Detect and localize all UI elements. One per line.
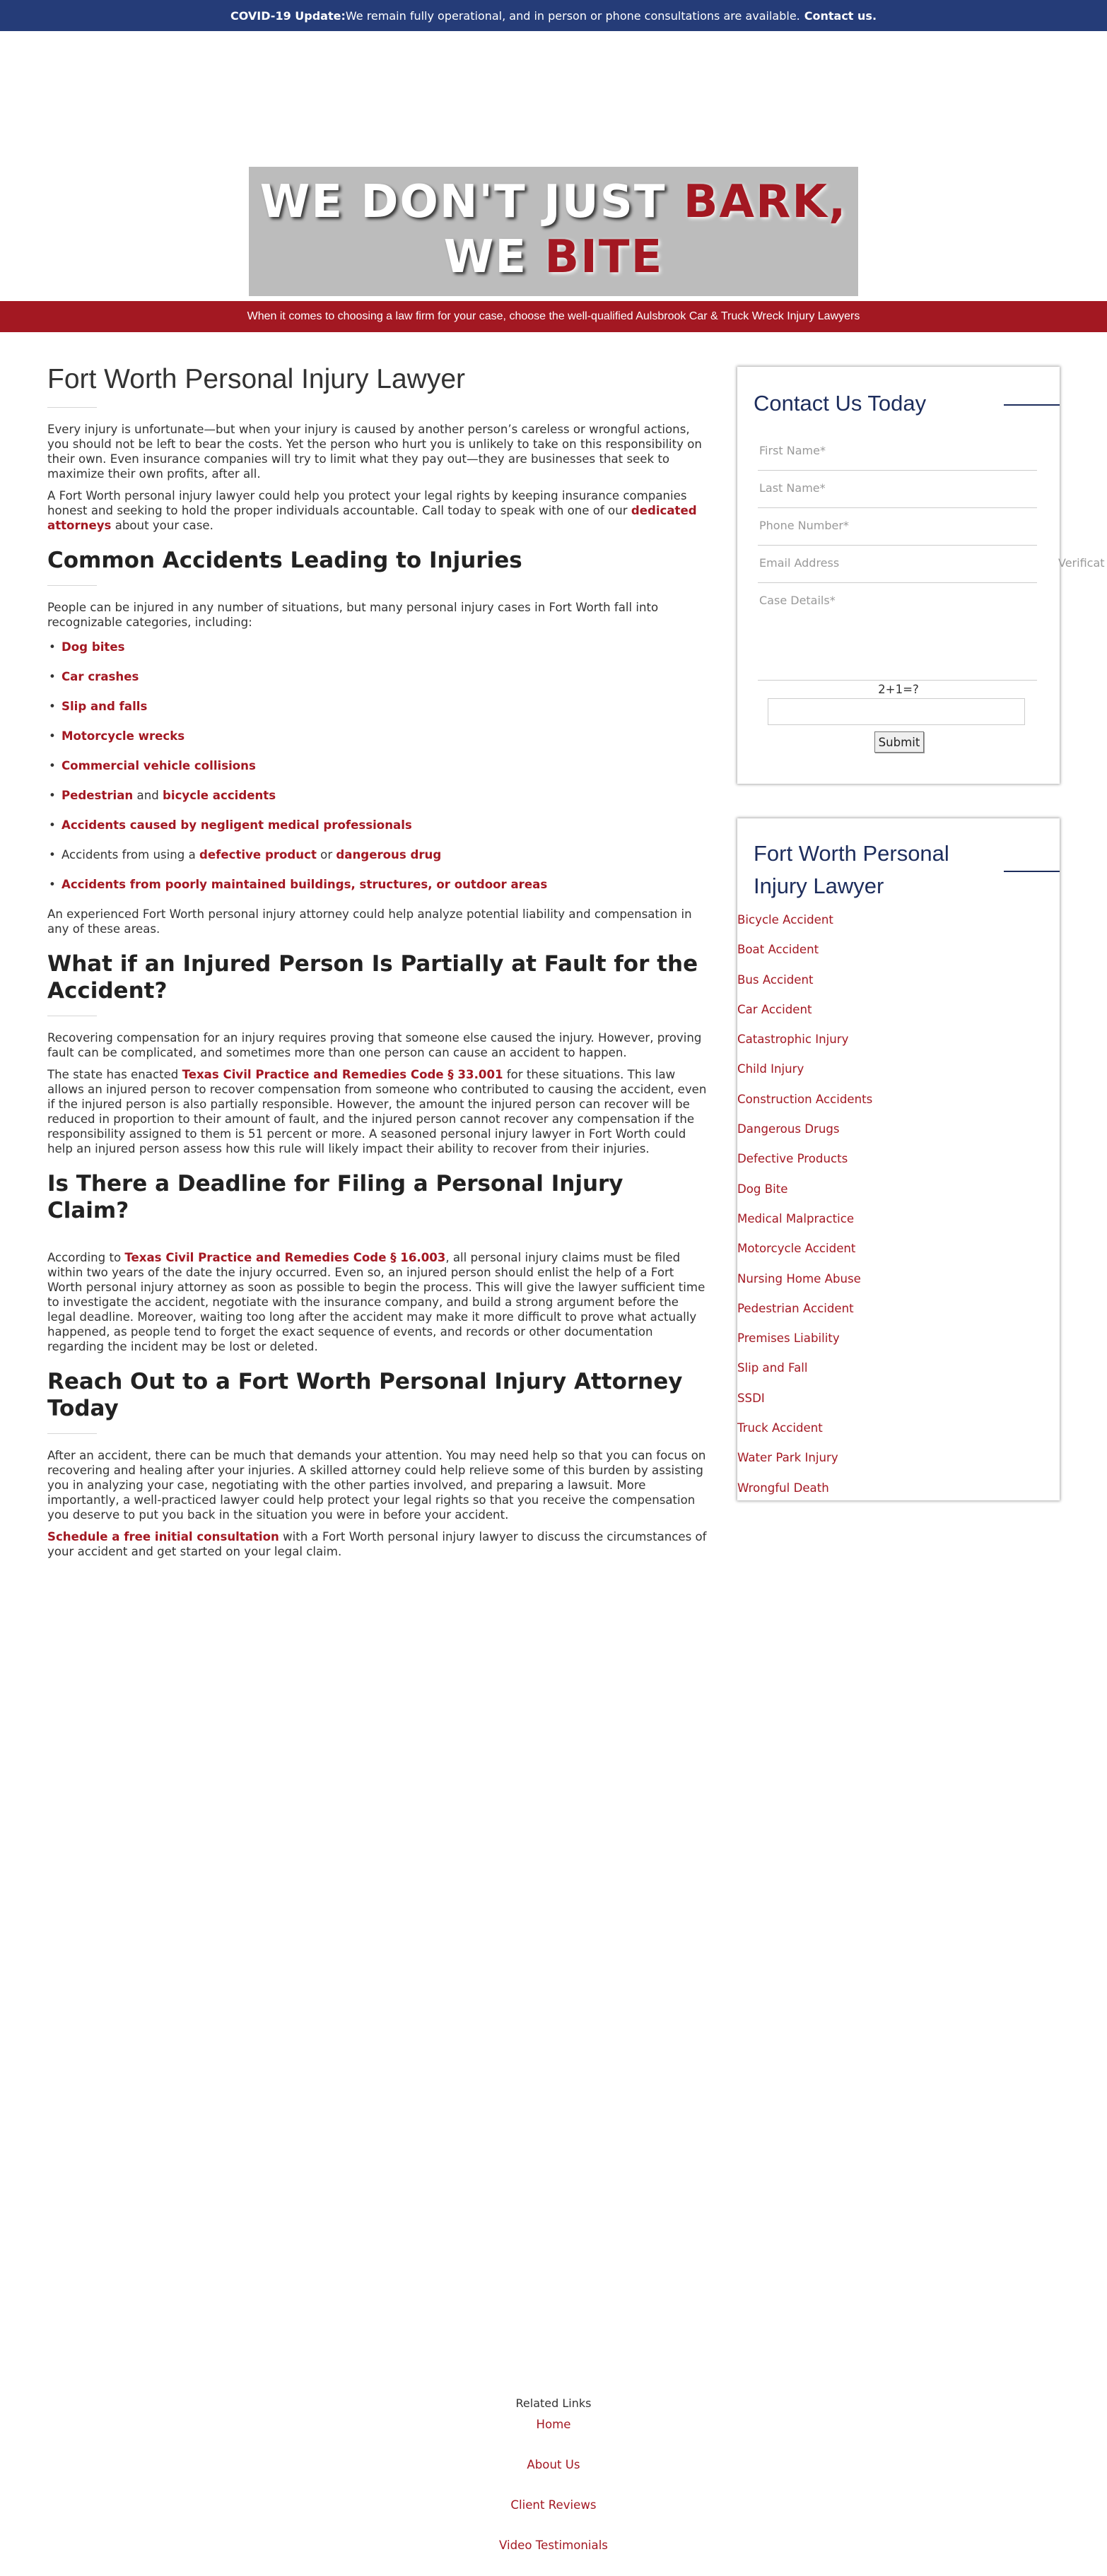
practice-link-slip-and-fall[interactable]: Slip and Fall <box>737 1361 808 1375</box>
section-divider <box>47 585 97 586</box>
submit-button[interactable]: Submit <box>874 731 924 753</box>
free-consultation-link[interactable]: Schedule a free initial consultation <box>47 1530 279 1543</box>
bicycle-accidents-link[interactable]: bicycle accidents <box>163 789 276 802</box>
list-item <box>0 2457 1107 2498</box>
list-item <box>737 1331 872 1360</box>
practice-link-bus-accident[interactable]: Bus Accident <box>737 972 814 987</box>
practice-areas-list <box>737 912 872 1500</box>
email-field[interactable]: Email Address <box>758 546 1037 583</box>
reach2-text: with a Fort Worth personal injury lawyer to discuss the circumstances of your accident and get started on your legal claim. <box>47 1530 707 1558</box>
practice-link-dangerous-drugs[interactable]: Dangerous Drugs <box>737 1122 840 1136</box>
practice-link-bicycle-accident[interactable]: Bicycle Accident <box>737 913 833 927</box>
list-item <box>47 788 708 803</box>
last-name-field[interactable]: Last Name* <box>758 471 1037 508</box>
list-item <box>47 669 708 684</box>
reach-paragraph-1: After an accident, there can be much that demands your attention. You may need help so that you can focus on recovering and healing after your injuries. A skilled attorney could help relieve some of this burden by assisting you in analyzing your case, negotiating with the other parties involved, and preparing a lawsuit. More importantly, a well-practiced lawyer could help protect your legal rights so that you receive the compensation you deserve to put you back in the situation you were in before your accident. <box>47 1449 706 1522</box>
practice-link-catastrophic-injury[interactable]: Catastrophic Injury <box>737 1033 849 1047</box>
hero-line-2 <box>249 232 858 283</box>
deadline-paragraph <box>47 1250 708 1354</box>
hero-text-red-2: BITE <box>544 231 664 283</box>
practice-link-boat-accident[interactable]: Boat Accident <box>737 943 819 957</box>
footer-related-links <box>0 2396 1107 2576</box>
list-item <box>737 1421 872 1450</box>
footer-link-client-reviews[interactable]: Client Reviews <box>510 2498 597 2512</box>
section-divider <box>47 1235 97 1236</box>
list-item <box>47 847 708 862</box>
main-content <box>47 359 708 1566</box>
list-item <box>47 818 708 833</box>
list-text-and: and <box>133 789 163 802</box>
tagline-strip: When it comes to choosing a law firm for your case, choose the well-qualified Aulsbrook Car & Truck Wreck Injury Lawyers <box>0 301 1107 332</box>
fault-paragraph-2 <box>47 1067 708 1156</box>
deadline-text-end: , all personal injury claims must be filed within two years of the date the injury occurred. Even so, an injured person should enlist the help of a Fort Worth personal injury attorney as soon as possible to begin the process. This will give the lawyer sufficient time to investigate the accident, negotiate with the insurance company, and build a strong argument before the legal deadline. Moreover, waiting too long after the accident may make it more difficult to prove what actually happened, as people tend to forget the exact sequence of events, and records or other documentation regarding the incident may be lost or deleted. <box>47 1251 705 1353</box>
fault-paragraph-1: Recovering compensation for an injury requires proving that someone else caused the injury. However, proving fault can be complicated, and sometimes more than one person can cause an accident to happen. <box>47 1031 702 1059</box>
code-33001-link[interactable]: Texas Civil Practice and Remedies Code § 33.001 <box>182 1068 503 1081</box>
phone-field[interactable]: Phone Number* <box>758 509 1037 546</box>
commercial-vehicle-link[interactable]: Commercial vehicle collisions <box>62 759 256 772</box>
heading-reach-out: Reach Out to a Fort Worth Personal Injury Attorney Today <box>47 1369 683 1421</box>
practice-link-water-park-injury[interactable]: Water Park Injury <box>737 1451 838 1465</box>
list-item <box>737 912 872 942</box>
list-item <box>47 699 708 714</box>
intro-paragraph-2 <box>47 488 708 533</box>
list-item <box>47 729 708 743</box>
common-paragraph: People can be injured in any number of situations, but many personal injury cases in Fort Worth fall into recognizable categories, including: <box>47 601 659 629</box>
after-list-paragraph: An experienced Fort Worth personal injury attorney could help analyze potential liability and compensation in any of these areas. <box>47 907 692 936</box>
reach-paragraph-2 <box>47 1529 708 1559</box>
list-item <box>737 942 872 972</box>
list-item <box>0 2417 1107 2457</box>
list-item <box>0 2538 1107 2576</box>
title-rule <box>1004 871 1060 872</box>
intro-paragraph-1: Every injury is unfortunate—but when your injury is caused by another person’s careless or wrongful actions, you should not be left to bear the costs. Yet the person who hurt you is unlikely to take on this responsibility on their own. Even insurance companies will try to limit what they pay out—they are businesses that seek to maximize their own profits, after all. <box>47 423 702 481</box>
pedestrian-link[interactable]: Pedestrian <box>62 789 134 802</box>
covid-label: COVID-19 Update: <box>230 8 346 23</box>
captcha-question: 2+1=? <box>878 683 919 696</box>
contact-form-title: Contact Us Today <box>754 391 927 416</box>
hero-text-white-2: WE <box>443 231 545 283</box>
title-rule <box>1004 404 1060 406</box>
footer-links-list <box>0 2417 1107 2576</box>
covid-message: We remain fully operational, and in person or phone consultations are available. <box>345 8 800 23</box>
footer-link-about-us[interactable]: About Us <box>527 2458 580 2471</box>
intro2-text-end: about your case. <box>111 519 213 532</box>
list-item <box>737 1271 872 1301</box>
practice-areas-box <box>737 818 1060 1500</box>
contact-us-link[interactable]: Contact us. <box>804 8 877 23</box>
list-item <box>47 758 708 773</box>
heading-partial-fault: What if an Injured Person Is Partially at Fault for the Accident? <box>47 951 698 1004</box>
hero-banner <box>249 167 858 296</box>
practice-link-car-accident[interactable]: Car Accident <box>737 1002 812 1016</box>
list-item <box>737 1122 872 1151</box>
case-details-field[interactable]: Case Details* <box>758 584 1037 681</box>
section-divider <box>47 1433 97 1434</box>
list-text-using: Accidents from using a <box>62 848 200 861</box>
dangerous-drug-link[interactable]: dangerous drug <box>336 848 442 861</box>
list-item <box>737 1151 872 1181</box>
deadline-text: According to <box>47 1251 125 1264</box>
related-links-heading: Related Links <box>515 2396 592 2410</box>
list-item <box>737 1092 872 1122</box>
list-item <box>47 877 708 892</box>
intro2-text: A Fort Worth personal injury lawyer could help you protect your legal rights by keeping insurance companies honest and seeking to hold the proper individuals accountable. Call today to speak with one of our <box>47 489 687 517</box>
practice-link-pedestrian-accident[interactable]: Pedestrian Accident <box>737 1301 854 1315</box>
defective-product-link[interactable]: defective product <box>199 848 317 861</box>
slip-falls-link[interactable]: Slip and falls <box>62 700 148 713</box>
list-item <box>737 1061 872 1091</box>
list-item <box>737 1241 872 1271</box>
list-item <box>737 1360 872 1390</box>
hero-text-white-1: WE DON'T JUST <box>259 176 684 228</box>
dog-bites-link[interactable]: Dog bites <box>62 640 125 654</box>
list-item <box>737 1211 872 1241</box>
title-divider <box>47 407 97 408</box>
practice-link-medical-malpractice[interactable]: Medical Malpractice <box>737 1211 855 1225</box>
practice-link-dog-bite[interactable]: Dog Bite <box>737 1182 788 1196</box>
list-item <box>737 1391 872 1421</box>
medical-professionals-link[interactable]: Accidents caused by negligent medical professionals <box>62 818 412 832</box>
practice-link-defective-products[interactable]: Defective Products <box>737 1152 848 1166</box>
heading-deadline: Is There a Deadline for Filing a Personal Injury Claim? <box>47 1171 623 1223</box>
fault2-text: The state has enacted <box>47 1068 182 1081</box>
list-item <box>737 1450 872 1480</box>
practice-link-nursing-home-abuse[interactable]: Nursing Home Abuse <box>737 1271 861 1286</box>
practice-link-wrongful-death[interactable]: Wrongful Death <box>737 1481 829 1495</box>
list-item <box>737 1301 872 1331</box>
verification-field[interactable]: Verificat <box>1058 556 1105 570</box>
code-16003-link[interactable]: Texas Civil Practice and Remedies Code § 16.003 <box>124 1251 446 1264</box>
page-title: Fort Worth Personal Injury Lawyer <box>47 364 465 394</box>
practice-link-premises-liability[interactable]: Premises Liability <box>737 1331 840 1346</box>
practice-link-ssdi[interactable]: SSDI <box>737 1391 765 1405</box>
list-item <box>737 1481 872 1500</box>
covid-banner <box>0 0 1107 31</box>
list-item <box>47 640 708 654</box>
list-item <box>737 1182 872 1211</box>
list-item <box>737 1002 872 1032</box>
fault2-text-end: for these situations. This law allows an injured person to recover compensation from someone who contributed to causing the accident, even if the injured person is also partially responsible. However, the amount the injured person can recover will be reduced in proportion to their amount of fault, and the injured person cannot recover any compensation if the responsibility assigned to them is 51 percent or more. A seasoned personal injury lawyer in Fort Worth could help an injured person assess how this rule will likely impact their ability to recover from their injuries. <box>47 1068 707 1155</box>
car-crashes-link[interactable]: Car crashes <box>62 670 139 683</box>
practice-areas-title: Fort Worth Personal Injury Lawyer <box>754 841 949 898</box>
hero-text-red-1: BARK, <box>683 176 848 228</box>
practice-link-truck-accident[interactable]: Truck Accident <box>737 1421 823 1435</box>
motorcycle-wrecks-link[interactable]: Motorcycle wrecks <box>62 729 185 743</box>
footer-link-home[interactable]: Home <box>536 2418 571 2431</box>
list-item <box>0 2498 1107 2538</box>
accident-list <box>47 640 708 892</box>
first-name-field[interactable]: First Name* <box>758 434 1037 471</box>
captcha-input[interactable] <box>768 698 1025 725</box>
premises-link[interactable]: Accidents from poorly maintained buildings, structures, or outdoor areas <box>62 878 548 891</box>
practice-link-construction-accidents[interactable]: Construction Accidents <box>737 1092 873 1106</box>
dedicated-attorneys-link[interactable]: dedicated attorneys <box>47 504 697 532</box>
list-text-or: or <box>316 848 336 861</box>
footer-link-video-testimonials[interactable]: Video Testimonials <box>499 2539 608 2552</box>
hero-line-1 <box>249 177 858 228</box>
list-item <box>737 972 872 1002</box>
contact-form-box <box>737 367 1060 784</box>
practice-link-child-injury[interactable]: Child Injury <box>737 1062 804 1076</box>
heading-common-accidents: Common Accidents Leading to Injuries <box>47 548 522 573</box>
list-item <box>737 1032 872 1061</box>
practice-link-motorcycle-accident[interactable]: Motorcycle Accident <box>737 1242 856 1256</box>
